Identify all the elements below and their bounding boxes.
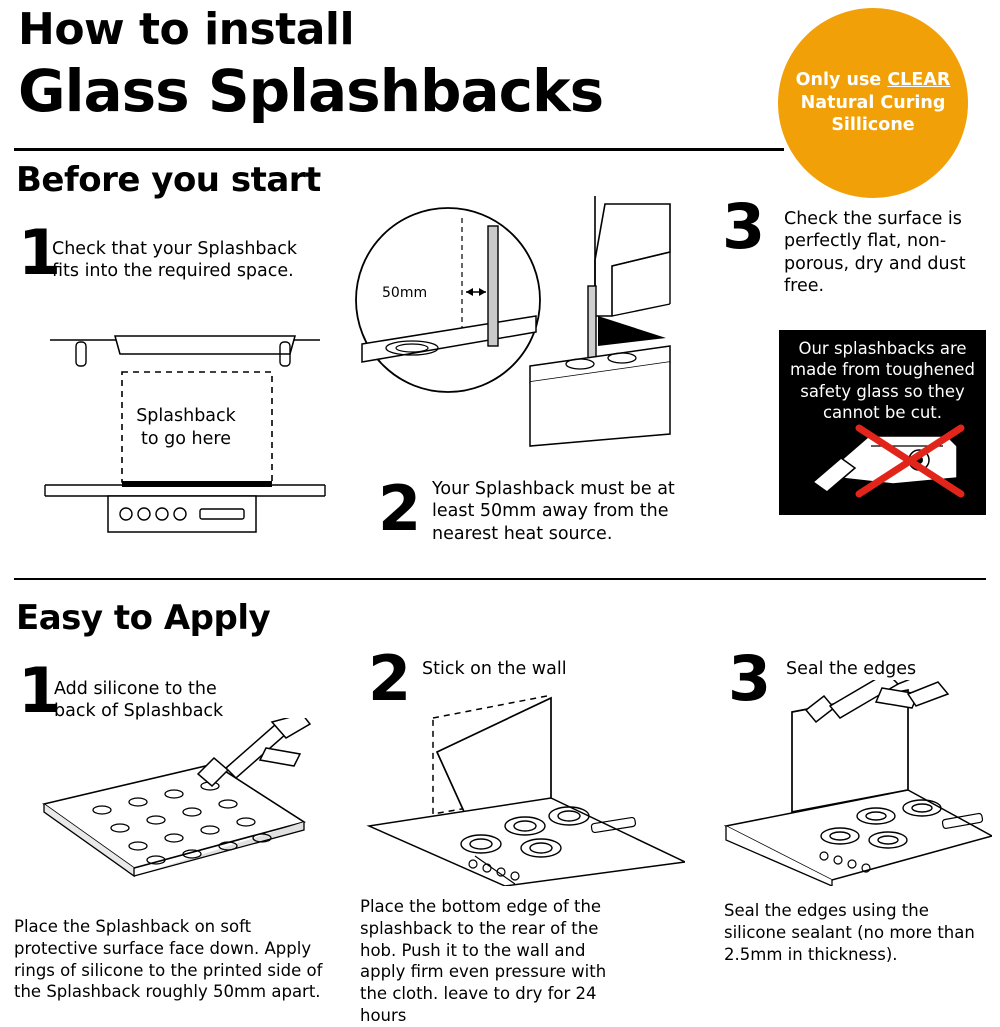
apply-step-3-body: Seal the edges using the silicone sealant (no more than 2.5mm in thickness). [724,901,975,964]
header-divider [14,148,784,151]
before-step-3-number: 3 [722,190,766,263]
apply-step-1-number: 1 [18,654,62,727]
warning-box [779,330,986,515]
silicone-application-diagram [14,718,334,878]
section-heading-easy-to-apply: Easy to Apply [16,598,271,638]
section-heading-before-you-start: Before you start [16,160,321,200]
splashback-placement-label: Splashback to go here [136,406,236,449]
page-title-line2: Glass Splashbacks [18,57,604,125]
no-cutting-knife-icon [797,422,969,508]
heat-source-distance-diagram [350,196,680,476]
apply-step-2-body: Place the bottom edge of the splashback to the rear of the hob. Push it to the wall and apply firm even pressure with the cloth. leave to dry for 24 hours [360,897,607,1025]
apply-step-2-number: 2 [368,642,412,715]
section-divider [14,578,986,580]
badge-text [796,69,951,136]
distance-callout-label: 50mm [382,285,428,301]
badge-line1-pre: Only use [795,70,888,91]
stick-on-wall-diagram [355,686,685,886]
badge-line1-underlined: CLEAR [887,70,951,91]
apply-step-2-title: Stick on the wall [422,659,567,679]
before-step-2-text: Your Splashback must be at least 50mm away from the nearest heat source. [432,479,675,544]
page-title-line1: How to install [18,4,355,55]
apply-step-3-number: 3 [728,642,772,715]
before-step-1-number: 1 [18,216,62,289]
apply-step-1-title: Add silicone to the back of Splashback [54,679,224,722]
apply-step-1-body: Place the Splashback on soft protective surface face down. Apply rings of silicone to the printed side of the Splashback roughly 50mm apart. [14,917,323,1002]
badge-line3: Sillicone [831,115,915,136]
apply-step-3-title: Seal the edges [786,659,917,679]
before-step-1-text: Check that your Splashback fits into the required space. [52,239,298,282]
before-step-3-text: Check the surface is perfectly flat, non-porous, dry and dust free. [784,209,966,297]
before-step-2-number: 2 [378,472,422,545]
seal-edges-diagram [712,680,992,886]
clear-silicone-badge [778,8,968,198]
warning-box-text: Our splashbacks are made from toughened safety glass so they cannot be cut. [790,339,975,423]
badge-line2: Natural Curing [800,92,946,113]
